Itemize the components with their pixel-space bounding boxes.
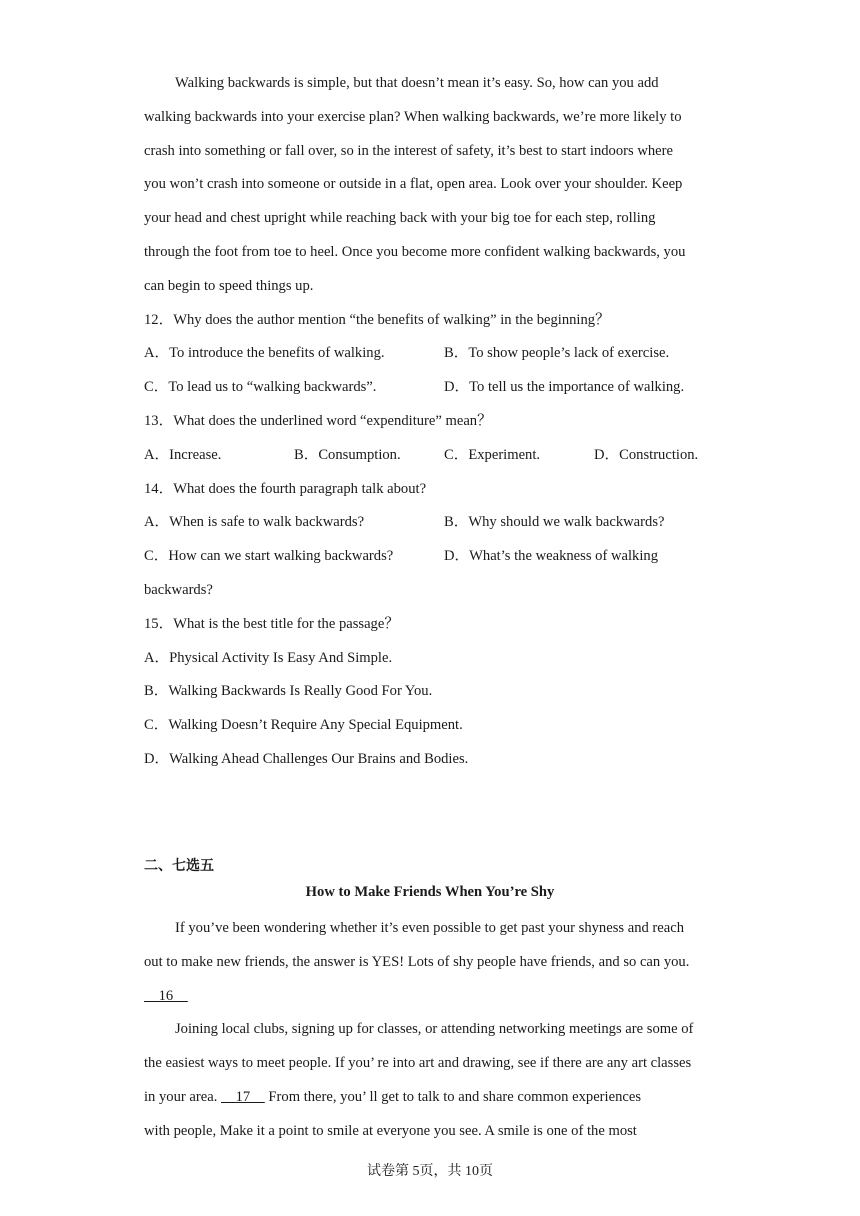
question-14-option-b: B．Why should we walk backwards? [444, 514, 665, 530]
passage-line: can begin to speed things up. [144, 278, 314, 294]
blank-16-label: 16 [144, 988, 188, 1004]
question-13-stem: 13．What does the underlined word “expenditure” mean？ [144, 413, 492, 429]
paragraph-text: From there, you’ ll get to talk to and share common experiences [264, 1089, 641, 1105]
question-14-option-c: C．How can we start walking backwards? [144, 548, 394, 564]
question-15-option-a: A．Physical Activity Is Easy And Simple. [144, 650, 393, 666]
paragraph-line: out to make new friends, the answer is YES! Lots of shy people have friends, and so can you. [144, 954, 690, 970]
passage-line: you won’t crash into someone or outside in a flat, open area. Look over your shoulder. Keep [144, 176, 683, 192]
question-12-stem: 12．Why does the author mention “the benefits of walking” in the beginning？ [144, 312, 610, 328]
question-12-option-a: A．To introduce the benefits of walking. [144, 345, 385, 361]
passage-title: How to Make Friends When You’re Shy [305, 884, 555, 900]
question-13-option-c: C．Experiment. [444, 447, 541, 463]
passage-line: crash into something or fall over, so in the interest of safety, it’s best to start indoors where [144, 143, 673, 159]
passage-line: walking backwards into your exercise plan? When walking backwards, we’re more likely to [144, 109, 682, 125]
blank-16 [144, 986, 188, 1006]
question-14-option-d: D．What’s the weakness of walking [444, 548, 658, 564]
paragraph-line: the easiest ways to meet people. If you’ re into art and drawing, see if there are any art classes [144, 1055, 692, 1071]
question-13-option-d: D．Construction. [594, 447, 699, 463]
page-footer: 试卷第 5页，共 10页 [367, 1164, 493, 1179]
section-heading: 二、七选五 [144, 858, 214, 874]
question-13-option-a: A．Increase. [144, 447, 222, 463]
paragraph-line: with people, Make it a point to smile at everyone you see. A smile is one of the most [144, 1123, 637, 1139]
passage-line: Walking backwards is simple, but that doesn’t mean it’s easy. So, how can you add [175, 75, 659, 91]
question-12-option-d: D．To tell us the importance of walking. [444, 379, 685, 395]
question-14-stem: 14．What does the fourth paragraph talk about? [144, 481, 427, 497]
question-14-option-d-continued: backwards? [144, 582, 213, 598]
paragraph-line-with-blank [144, 1087, 641, 1107]
paragraph-line: If you’ve been wondering whether it’s even possible to get past your shyness and reach [175, 920, 685, 936]
question-12-option-c: C．To lead us to “walking backwards”. [144, 379, 377, 395]
question-15-stem: 15．What is the best title for the passage？ [144, 616, 399, 632]
passage-line: your head and chest upright while reaching back with your big toe for each step, rolling [144, 210, 656, 226]
question-15-option-d: D．Walking Ahead Challenges Our Brains and Bodies. [144, 751, 469, 767]
paragraph-text: in your area. [144, 1089, 221, 1105]
question-15-option-c: C．Walking Doesn’t Require Any Special Equipment. [144, 717, 463, 733]
passage-line: through the foot from toe to heel. Once you become more confident walking backwards, you [144, 244, 686, 260]
question-14-option-a: A．When is safe to walk backwards? [144, 514, 365, 530]
question-12-option-b: B．To show people’s lack of exercise. [444, 345, 670, 361]
blank-17-label: 17 [221, 1089, 265, 1105]
paragraph-line: Joining local clubs, signing up for classes, or attending networking meetings are some of [175, 1021, 694, 1037]
question-13-option-b: B．Consumption. [294, 447, 401, 463]
question-15-option-b: B．Walking Backwards Is Really Good For You. [144, 683, 433, 699]
